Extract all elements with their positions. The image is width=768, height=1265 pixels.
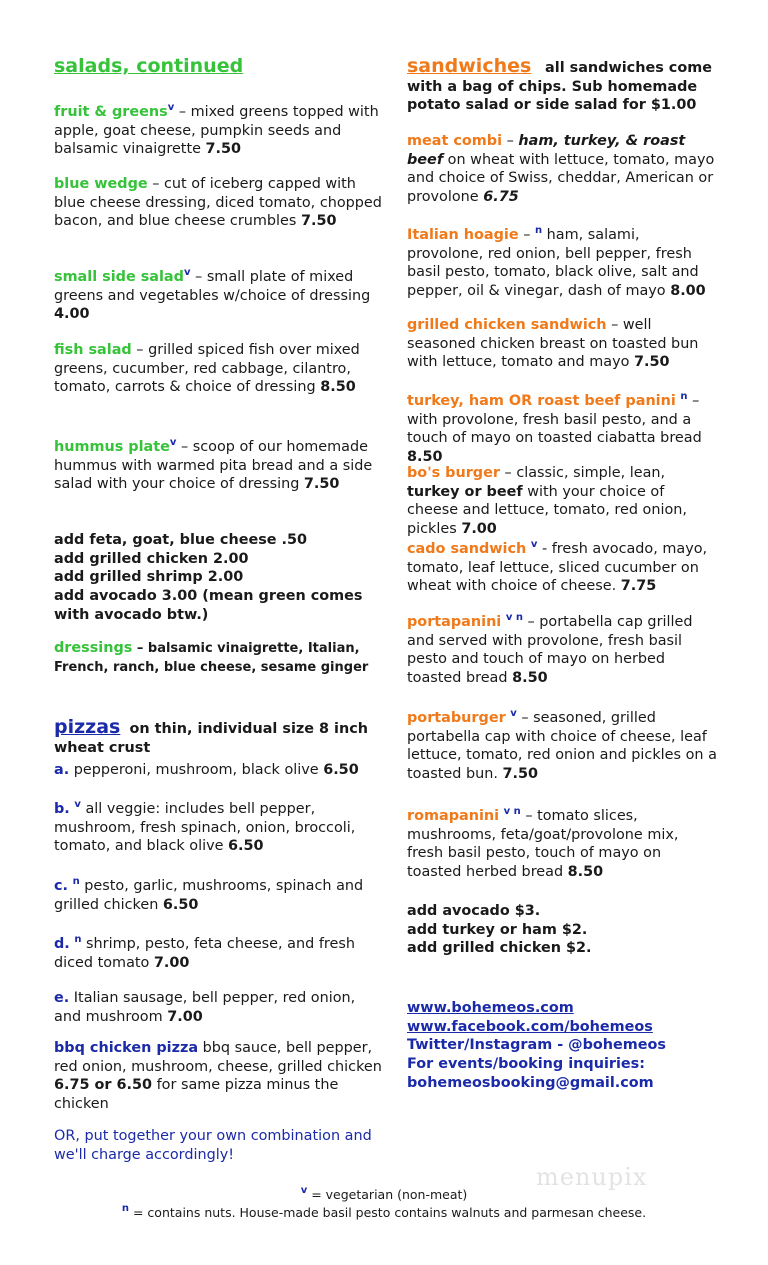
pizza-price: 6.50	[323, 762, 359, 778]
menu-item-cado-sandwich	[407, 540, 719, 596]
menu-item-italian-hoagie: Italian hoagie – $^n$ ham, salami, provolone, red onion, bell pepper, fresh basil pesto, tomato, black olive, salt and pepper, oil & vinegar, dash of mayo 8.00	[407, 225, 706, 300]
pizza-desc-tail: for same pizza minus the chicken	[54, 1077, 339, 1113]
item-price: 7.50	[205, 141, 242, 158]
menu-item-romapanini	[407, 807, 719, 882]
item-desc: – mixed greens topped with apple, goat cheese, pumpkin seeds and balsamic vinaigrette	[54, 104, 379, 158]
nut-mark: n	[680, 391, 688, 402]
addon-line: add avocado 3.00 (mean green comes with avocado btw.)	[54, 588, 363, 623]
sandwiches-header	[407, 57, 717, 115]
addon-line: add grilled chicken $2.	[407, 940, 592, 957]
menu-item-fish-salad	[54, 341, 384, 397]
dressings-label: dressings	[54, 640, 133, 656]
item-price: 4.00	[54, 306, 90, 323]
veg-mark: v	[74, 799, 81, 810]
pizza-desc: shrimp, pesto, feta cheese, and fresh diced tomato	[54, 936, 355, 971]
legend-text: = contains nuts. House-made basil pesto contains walnuts and parmesan cheese.	[129, 1205, 647, 1220]
addon-line: add grilled chicken 2.00	[54, 550, 249, 567]
sandwiches-heading: sandwiches	[407, 55, 532, 77]
item-name: fruit & greens	[54, 104, 168, 120]
pizza-label: b.	[54, 801, 70, 817]
sandwich-addons	[407, 902, 737, 958]
item-emphasis: ham, turkey, & roast beef	[407, 133, 686, 168]
item-price: 7.75	[620, 578, 657, 595]
item-emphasis: turkey or beef	[407, 483, 523, 500]
item-desc: – seasoned, grilled portabella cap with choice of cheese, leaf lettuce, tomato, red onion and pickles on a toasted bun.	[407, 710, 717, 783]
item-name: hummus plate	[54, 439, 170, 455]
pizza-price: 7.00	[167, 1008, 203, 1025]
item-name: Italian hoagie	[407, 227, 519, 243]
item-name: small side salad	[54, 269, 184, 285]
addon-line: add feta, goat, blue cheese .50	[54, 532, 308, 548]
item-desc: well seasoned chicken breast on toasted bun with lettuce, tomato and mayo	[407, 317, 699, 371]
veg-mark: v	[167, 102, 175, 113]
pizzas-heading: pizzas	[54, 716, 121, 738]
item-name: romapanini	[407, 808, 500, 824]
item-price: 8.50	[567, 864, 604, 881]
item-price: 7.50	[303, 476, 340, 493]
item-name: fish salad	[54, 342, 132, 358]
pizza-desc: all veggie: includes bell pepper, mushroom, fresh spinach, onion, broccoli, tomato, and black olive	[54, 801, 356, 855]
addon-line: add grilled shrimp 2.00	[54, 569, 244, 586]
item-price: 8.50	[320, 379, 356, 396]
item-name: blue wedge	[54, 176, 148, 192]
pizza-item-c	[54, 877, 384, 914]
item-price: 6.75	[483, 189, 519, 206]
item-price: 7.50	[300, 213, 337, 230]
pizza-item-a	[54, 761, 384, 780]
nut-mark: n	[534, 225, 543, 236]
addon-line: add avocado $3.	[407, 903, 541, 919]
menu-item-panini: turkey, ham OR roast beef panini $^n$ – with provolone, fresh basil pesto, and a touch of mayo on toasted ciabatta bread 8.50	[407, 391, 702, 466]
pizza-label: e.	[54, 990, 70, 1006]
menu-item-meat-combi: meat combi – ham, turkey, & roast beef on wheat with lettuce, tomato, mayo and choice of Swiss, cheddar, American or provolone 6.75	[407, 133, 715, 206]
pizza-item-bbq-chicken	[54, 1039, 384, 1114]
item-name: portapanini	[407, 614, 502, 630]
pizza-item-b	[54, 800, 384, 856]
pizza-desc: bbq sauce, bell pepper, red onion, mushroom, cheese, grilled chicken	[54, 1040, 382, 1075]
nut-mark: n	[72, 876, 80, 887]
item-desc: with your choice of cheese and lettuce, tomato, red onion, pickles	[407, 483, 687, 538]
sandwiches-subheading: all sandwiches come with a bag of chips. Sub homemade potato salad or side salad for $1.00	[407, 60, 712, 114]
pizza-price: 6.50	[228, 838, 264, 855]
item-price: 8.50	[407, 449, 443, 466]
veg-mark: v	[183, 267, 191, 278]
item-desc: – portabella cap grilled and served with provolone, fresh basil pesto and touch of mayo on herbed toasted bread	[407, 614, 693, 687]
item-price: 7.50	[633, 354, 670, 371]
watermark-logo: menupix	[536, 1163, 648, 1191]
menu-item-small-side-salad	[54, 268, 384, 324]
item-name: turkey, ham OR roast beef panini	[407, 393, 676, 409]
pizza-item-d	[54, 935, 384, 972]
pizza-price: 6.75 or 6.50	[54, 1077, 153, 1094]
veg-nut-mark: v n	[505, 612, 523, 623]
pizza-label: d.	[54, 936, 70, 952]
item-price: 7.50	[502, 766, 539, 783]
menu-item-bos-burger	[407, 464, 719, 539]
legend-text: = vegetarian (non-meat)	[307, 1187, 468, 1202]
dressings	[54, 639, 384, 677]
item-name: portaburger	[407, 710, 506, 726]
salads-heading: salads, continued	[54, 55, 244, 77]
events-label: For events/booking inquiries:	[407, 1056, 645, 1073]
veg-mark: v	[530, 539, 538, 550]
own-combination-note: OR, put together your own combination and we'll charge accordingly!	[54, 1128, 372, 1163]
menu-item-fruit-greens	[54, 103, 384, 159]
veg-nut-mark: v n	[503, 806, 521, 817]
menu-item-portapanini	[407, 613, 717, 688]
booking-email[interactable]: bohemeosbooking@gmail.com	[407, 1074, 654, 1091]
item-desc: on wheat with lettuce, tomato, mayo and choice of Swiss, cheddar, American or provolone	[407, 151, 715, 206]
item-desc: – cut of iceberg capped with blue cheese dressing, diced tomato, chopped bacon, and blue cheese crumbles	[54, 176, 382, 230]
menu-item-portaburger	[407, 709, 717, 784]
pizza-price: 7.00	[153, 954, 190, 971]
pizza-desc: Italian sausage, bell pepper, red onion, and mushroom	[54, 990, 356, 1025]
item-desc: – classic, simple, lean,	[499, 465, 666, 481]
website-link[interactable]: www.bohemeos.com	[407, 1000, 574, 1016]
pizza-name: bbq chicken pizza	[54, 1040, 199, 1056]
item-desc: – small plate of mixed greens and vegetables w/choice of dressing	[54, 269, 371, 304]
item-name: grilled chicken sandwich	[407, 317, 607, 333]
menu-item-blue-wedge	[54, 175, 384, 231]
menu-item-grilled-chicken-sandwich: grilled chicken sandwich – well seasoned chicken breast on toasted bun with lettuce, tomato and mayo 7.50	[407, 317, 699, 371]
pizza-item-e	[54, 989, 384, 1026]
item-desc: – grilled spiced fish over mixed greens, cucumber, red cabbage, cilantro, tomato, carrots & choice of dressing	[54, 342, 360, 396]
pizza-desc: pesto, garlic, mushrooms, spinach and grilled chicken	[54, 878, 364, 913]
item-price: 7.00	[461, 521, 497, 538]
contact-block	[407, 999, 737, 1093]
veg-mark: v	[169, 437, 177, 448]
addon-line: add turkey or ham $2.	[407, 921, 588, 938]
pizzas-subheading: on thin, individual size 8 inch wheat crust	[54, 721, 368, 756]
pizza-label: c.	[54, 878, 68, 894]
pizza-price: 6.50	[162, 896, 199, 913]
menu-item-hummus-plate	[54, 438, 384, 494]
social-handles: Twitter/Instagram - @bohemeos	[407, 1037, 666, 1054]
item-price: 8.00	[670, 283, 706, 300]
item-desc: with provolone, fresh basil pesto, and a touch of mayo on toasted ciabatta bread	[407, 411, 702, 447]
pizza-label: a.	[54, 762, 70, 778]
item-name: meat combi	[407, 133, 503, 149]
item-desc: – scoop of our homemade hummus with warmed pita bread and a side salad with your choice of dressing	[54, 439, 373, 493]
pizzas-header	[54, 718, 384, 757]
item-desc: ham, salami, provolone, red onion, bell pepper, fresh basil pesto, tomato, black olive, salt and pepper, oil & vinegar, dash of mayo	[407, 227, 699, 300]
dressings-text: – balsamic vinaigrette, Italian, French, ranch, blue cheese, sesame ginger	[54, 641, 369, 675]
item-desc: - fresh avocado, mayo, tomato, leaf lettuce, sliced cucumber on wheat with choice of cheese.	[407, 541, 708, 595]
facebook-link[interactable]: www.facebook.com/bohemeos	[407, 1018, 653, 1035]
item-name: cado sandwich	[407, 541, 527, 557]
item-desc: – tomato slices, mushrooms, feta/goat/provolone mix, fresh basil pesto, touch of mayo on toasted herbed bread	[407, 808, 679, 881]
legend-vegetarian	[0, 1186, 768, 1205]
salad-addons	[54, 531, 384, 625]
pizza-desc: pepperoni, mushroom, black olive	[69, 762, 324, 778]
legend-nuts	[0, 1204, 768, 1223]
veg-mark: v	[510, 708, 517, 719]
nut-mark: n	[121, 1203, 130, 1214]
veg-mark: v	[300, 1185, 308, 1196]
item-name: bo's burger	[407, 465, 500, 481]
item-price: 8.50	[512, 670, 548, 687]
nut-mark: n	[74, 934, 82, 945]
